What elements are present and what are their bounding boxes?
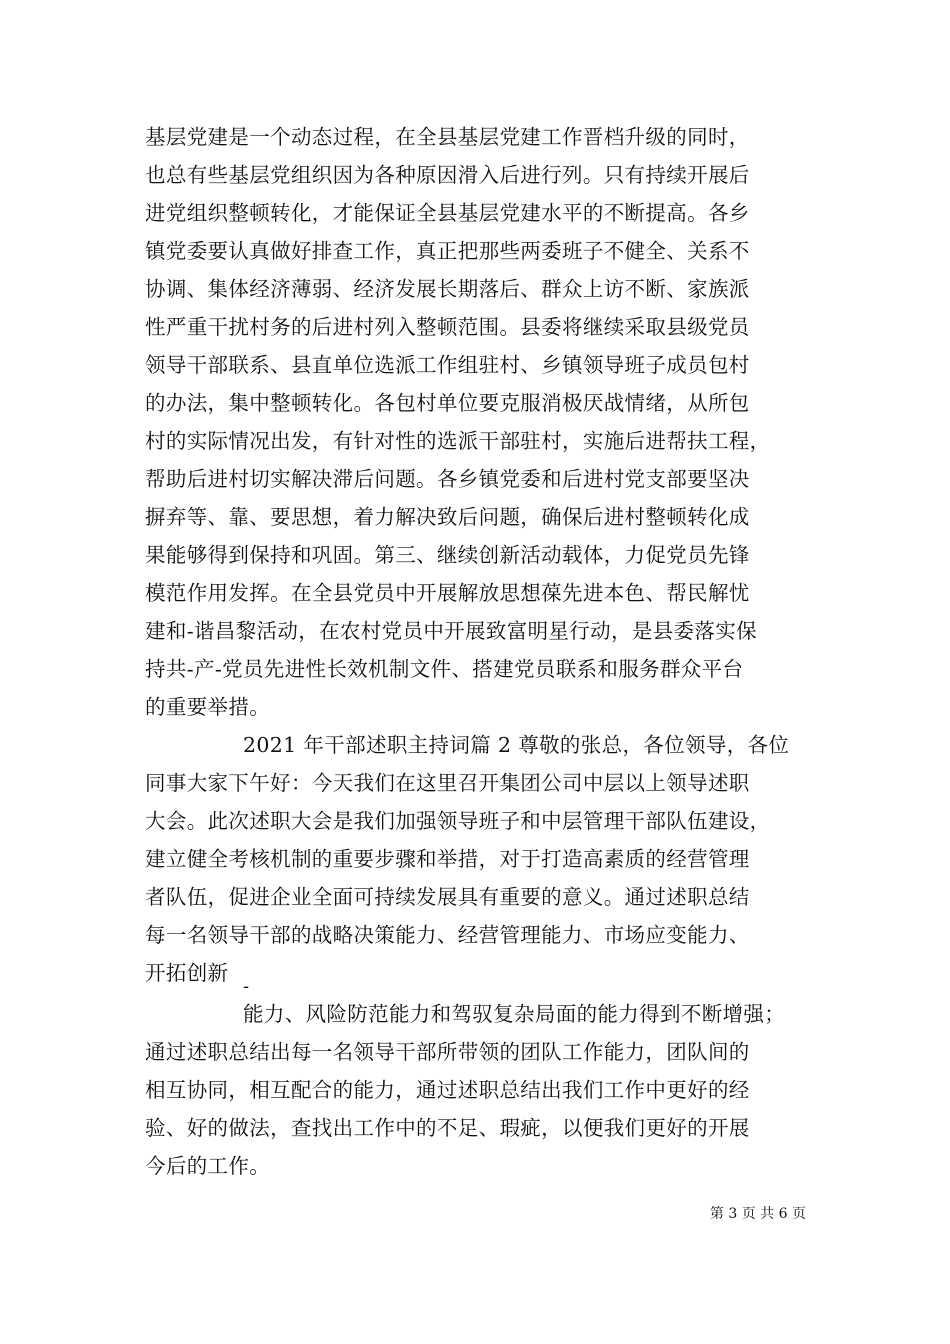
text-line: 建和-谐昌黎活动，在农村党员中开展致富明星行动，是县委落实保: [145, 619, 757, 643]
text-line: 的重要举措。: [145, 695, 271, 719]
text-line: 的办法，集中整顿转化。各包村单位要克服消极厌战情绪，从所包: [145, 391, 750, 415]
text-line: 果能够得到保持和巩固。第三、继续创新活动载体，力促党员先锋: [145, 543, 750, 567]
text-line: 今后的工作。: [145, 1154, 271, 1178]
text-line: 摒弃等、靠、要思想，着力解决致后问题，确保后进村整顿转化成: [145, 505, 750, 529]
text-line: 协调、集体经济薄弱、经济发展长期落后、群众上访不断、家族派: [145, 277, 750, 301]
text-line: 也总有些基层党组织因为各种原因滑入后进行列。只有持续开展后: [145, 163, 750, 187]
text-line: 领导干部联系、县直单位选派工作组驻村、乡镇领导班子成员包村: [145, 353, 750, 377]
text-line: 相互协同，相互配合的能力，通过述职总结出我们工作中更好的经: [145, 1078, 750, 1102]
text-line: 进党组织整顿转化，才能保证全县基层党建水平的不断提高。各乡: [145, 201, 750, 225]
text-line: 开拓创新: [145, 961, 229, 985]
text-line: 2021 年干部述职主持词篇 2 尊敬的张总，各位领导，各位: [243, 733, 790, 757]
page-number: 第 3 页 共 6 页: [709, 1206, 806, 1222]
text-line: 能力、风险防范能力和驾驭复杂局面的能力得到不断增强；: [243, 1002, 786, 1026]
text-line: 基层党建是一个动态过程，在全县基层党建工作晋档升级的同时，: [145, 125, 750, 149]
text-line: 同事大家下午好：今天我们在这里召开集团公司中层以上领导述职: [145, 771, 750, 795]
text-line: 通过述职总结出每一名领导干部所带领的团队工作能力，团队间的: [145, 1040, 750, 1064]
text-line: 镇党委要认真做好排查工作，真正把那些两委班子不健全、关系不: [145, 239, 750, 263]
text-line: 帮助后进村切实解决滞后问题。各乡镇党委和后进村党支部要坚决: [145, 467, 750, 491]
text-line: 性严重干扰村务的后进村列入整顿范围。县委将继续采取县级党员: [145, 315, 750, 339]
text-line: 者队伍，促进企业全面可持续发展具有重要的意义。通过述职总结: [145, 885, 750, 909]
text-line: 验、好的做法，查找出工作中的不足、瑕疵，以便我们更好的开展: [145, 1116, 750, 1140]
text-line: 村的实际情况出发，有针对性的选派干部驻村，实施后进帮扶工程，: [145, 429, 771, 453]
text-line: 建立健全考核机制的重要步骤和举措，对于打造高素质的经营管理: [145, 847, 750, 871]
text-line: 持共-产-党员先进性长效机制文件、搭建党员联系和服务群众平台: [145, 657, 744, 681]
text-line: 大会。此次述职大会是我们加强领导班子和中层管理干部队伍建设，: [145, 809, 771, 833]
separator-mark: -: [243, 976, 250, 997]
text-line: 每一名领导干部的战略决策能力、经营管理能力、市场应变能力、: [145, 923, 750, 947]
text-line: 模范作用发挥。在全县党员中开展解放思想葆先进本色、帮民解忧: [145, 581, 750, 605]
